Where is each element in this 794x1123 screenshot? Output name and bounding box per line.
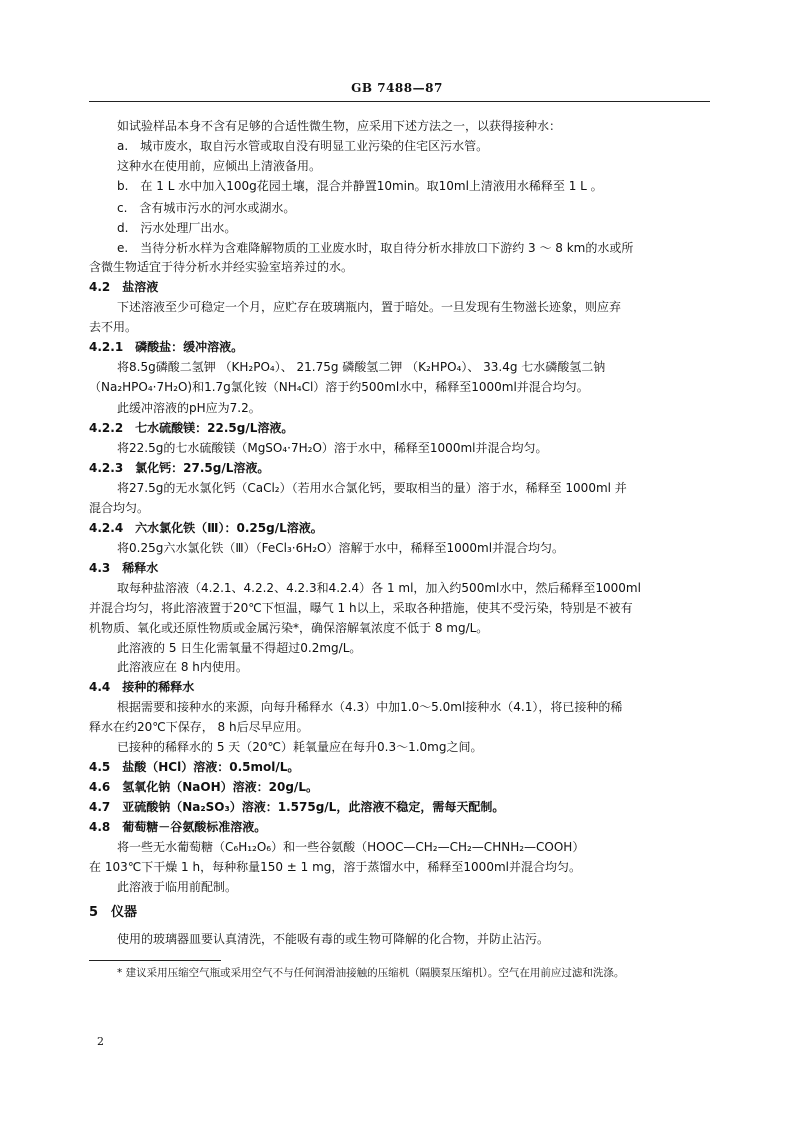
- list-item-c: c. 含有城市污水的河水或湖水。: [117, 201, 296, 215]
- text-line: 此溶液的 5 日生化需氧量不得超过0.2mg/L。: [117, 641, 362, 655]
- section-heading-4-2-2: 4.2.2 七水硫酸镁：22.5g/L溶液。: [89, 421, 294, 435]
- section-heading-4-2-4: 4.2.4 六水氯化铁（Ⅲ）：0.25g/L溶液。: [89, 521, 323, 535]
- text-line: 将22.5g的七水硫酸镁（MgSO₄·7H₂O）溶于水中，稀释至1000ml并混合均匀。: [117, 441, 548, 455]
- list-item-e: e. 当待分析水样为含难降解物质的工业废水时，取自待分析水排放口下游约 3 ～ 8 km的水或所: [117, 241, 634, 255]
- text-line: 这种水在使用前，应倾出上清液备用。: [117, 159, 322, 173]
- section-heading-4-8: 4.8 葡萄糖－谷氨酸标准溶液。: [89, 820, 267, 834]
- text-line: 去不用。: [89, 320, 138, 334]
- section-heading-4-2: 4.2 盐溶液: [89, 280, 159, 294]
- text-line: 此溶液应在 8 h内使用。: [117, 660, 248, 674]
- section-heading-5: 5 仪器: [89, 905, 138, 920]
- text-line: 含微生物适宜于待分析水并经实验室培养过的水。: [89, 260, 354, 274]
- text-line: 释水在约20℃下保存， 8 h后尽早应用。: [89, 720, 309, 734]
- text-line: 混合均匀。: [89, 501, 150, 515]
- text-line: 取每种盐溶液（4.2.1、4.2.2、4.2.3和4.2.4）各 1 ml，加入约500ml水中，然后稀释至1000ml: [117, 581, 641, 595]
- text-line: 将0.25g六水氯化铁（Ⅲ）（FeCl₃·6H₂O）溶解于水中，稀释至1000ml并混合均匀。: [117, 541, 565, 555]
- text-line: 将一些无水葡萄糖（C₆H₁₂O₆）和一些谷氨酸（HOOC—CH₂—CH₂—CHNH₂—COOH）: [117, 840, 585, 854]
- text-line: 将8.5g磷酸二氢钾 （KH₂PO₄）、 21.75g 磷酸氢二钾 （K₂HPO₄）、 33.4g 七水磷酸氢二钠: [117, 360, 606, 374]
- text-line: 已接种的稀释水的 5 天（20℃）耗氧量应在每升0.3～1.0mg之间。: [117, 740, 483, 754]
- text-line: 在 103℃下干燥 1 h，每种称量150 ± 1 mg，溶于蒸馏水中，稀释至1000ml并混合均匀。: [89, 860, 581, 874]
- section-heading-4-5: 4.5 盐酸（HCl）溶液：0.5mol/L。: [89, 760, 300, 774]
- list-item-b: b. 在 1 L 水中加入100g花园土壤，混合并静置10min。取10ml上清液用水稀释至 1 L 。: [117, 179, 603, 193]
- text-line: 如试验样品本身不含有足够的合适性微生物，应采用下述方法之一，以获得接种水：: [117, 119, 562, 133]
- text-line: 此溶液于临用前配制。: [117, 880, 238, 894]
- text-line: 根据需要和接种水的来源，向每升稀释水（4.3）中加1.0～5.0ml接种水（4.1），将已接种的稀: [117, 700, 623, 714]
- text-line: 使用的玻璃器皿要认真清洗，不能吸有毒的或生物可降解的化合物，并防止沾污。: [117, 932, 550, 946]
- text-line: 下述溶液至少可稳定一个月，应贮存在玻璃瓶内，置于暗处。一旦发现有生物滋长迹象，则应弃: [117, 300, 622, 314]
- list-item-a: a. 城市废水，取自污水管或取自没有明显工业污染的住宅区污水管。: [117, 139, 489, 153]
- text-line: 并混合均匀，将此溶液置于20℃下恒温，曝气 1 h以上，采取各种措施，使其不受污染，特别是不被有: [89, 601, 633, 615]
- section-heading-4-2-3: 4.2.3 氯化钙：27.5g/L溶液。: [89, 461, 270, 475]
- text-line: 此缓冲溶液的pH应为7.2。: [117, 401, 261, 415]
- footnote-rule: [89, 960, 221, 961]
- header-rule: [89, 101, 710, 102]
- section-heading-4-7: 4.7 亚硫酸钠（Na₂SO₃）溶液：1.575g/L，此溶液不稳定，需每天配制。: [89, 800, 505, 814]
- text-line: 机物质、氧化或还原性物质或金属污染*，确保溶解氧浓度不低于 8 mg/L。: [89, 621, 489, 635]
- section-heading-4-3: 4.3 稀释水: [89, 561, 159, 575]
- standard-code-header: GB 7488—87: [351, 81, 443, 95]
- text-line: （Na₂HPO₄·7H₂O)和1.7g氯化铵（NH₄Cl）溶于约500ml水中，稀释至1000ml并混合均匀。: [89, 380, 589, 394]
- section-heading-4-4: 4.4 接种的稀释水: [89, 680, 195, 694]
- list-item-d: d. 污水处理厂出水。: [117, 221, 237, 235]
- section-heading-4-2-1: 4.2.1 磷酸盐：缓冲溶液。: [89, 340, 244, 354]
- section-heading-4-6: 4.6 氢氧化钠（NaOH）溶液：20g/L。: [89, 780, 318, 794]
- footnote: * 建议采用压缩空气瓶或采用空气不与任何润滑油接触的压缩机（隔膜泵压缩机）。空气在用前应过滤和洗涤。: [117, 967, 625, 979]
- page-number: 2: [97, 1035, 104, 1048]
- text-line: 将27.5g的无水氯化钙（CaCl₂）（若用水合氯化钙，要取相当的量）溶于水，稀释至 1000ml 并: [117, 481, 627, 495]
